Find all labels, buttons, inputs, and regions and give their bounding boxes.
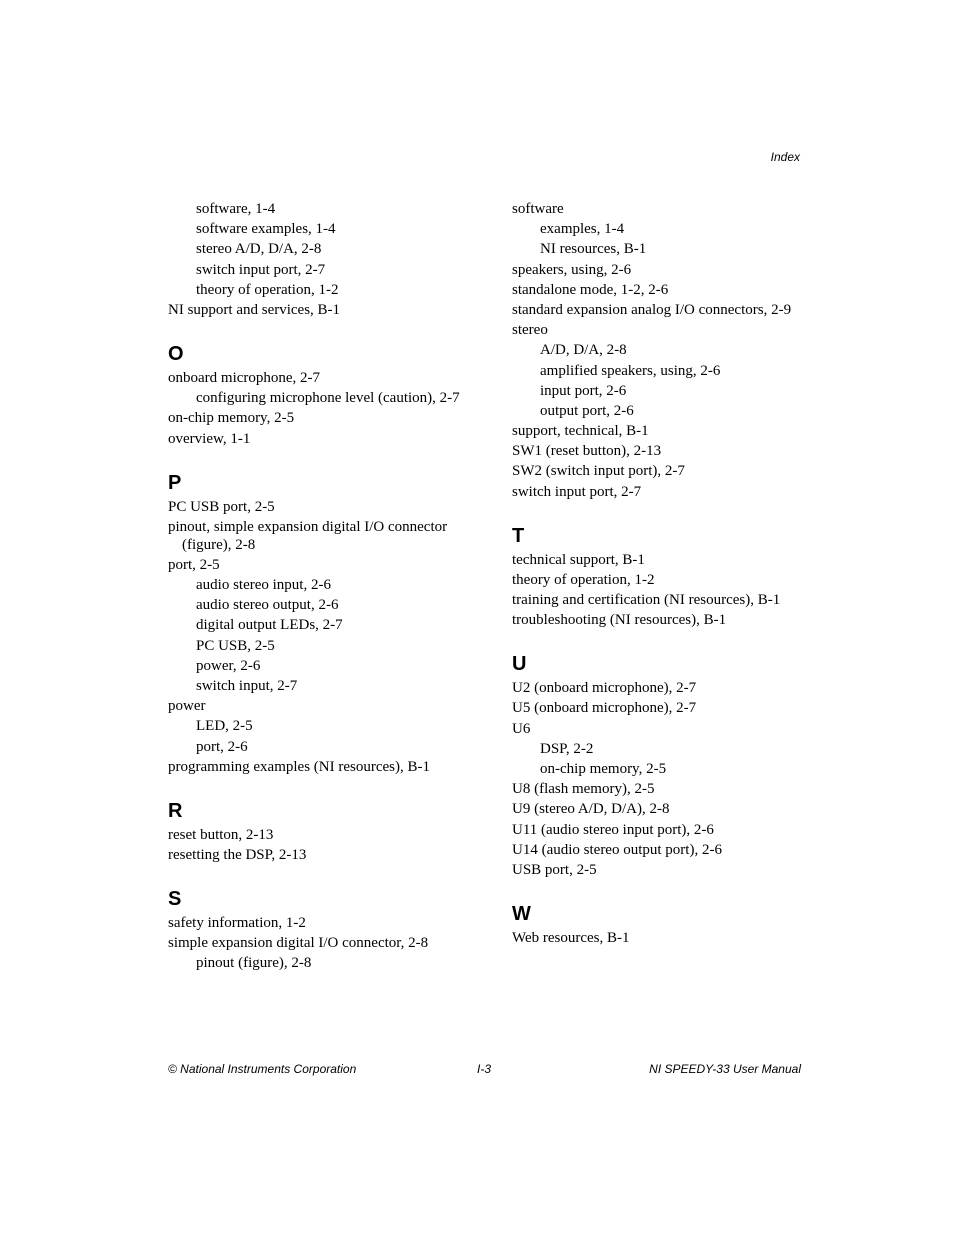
index-entry: U11 (audio stereo input port), 2-6	[512, 821, 714, 838]
index-subentry: software examples, 1-4	[196, 221, 336, 238]
index-entry: U14 (audio stereo output port), 2-6	[512, 841, 722, 858]
index-subentry: switch input port, 2-7	[196, 261, 326, 278]
index-subentry: A/D, D/A, 2-8	[540, 342, 627, 359]
index-subentry: software, 1-4	[196, 201, 276, 217]
index-entry: U9 (stereo A/D, D/A), 2-8	[512, 801, 670, 818]
footer-page-number: I-3	[477, 1062, 492, 1076]
index-entry: U6	[512, 720, 531, 737]
section-letter-o: O	[168, 342, 184, 365]
index-entry: U8 (flash memory), 2-5	[512, 781, 655, 798]
index-entry: software	[512, 201, 564, 217]
index-entry: resetting the DSP, 2-13	[168, 846, 307, 863]
index-subentry: stereo A/D, D/A, 2-8	[196, 241, 322, 258]
index-subentry: digital output LEDs, 2-7	[196, 617, 343, 634]
section-letter-r: R	[168, 799, 183, 822]
index-entry: onboard microphone, 2-7	[168, 369, 321, 386]
index-subentry: NI resources, B-1	[540, 241, 647, 258]
section-letter-p: P	[168, 471, 182, 494]
index-column-left	[168, 200, 468, 975]
section-letter-s: S	[168, 887, 182, 910]
footer-copyright: © National Instruments Corporation	[168, 1062, 357, 1076]
index-subentry: on-chip memory, 2-5	[540, 760, 667, 777]
index-subentry: input port, 2-6	[540, 382, 627, 399]
index-subentry: switch input, 2-7	[196, 678, 298, 694]
index-entry: simple expansion digital I/O connector, 2-8	[168, 935, 429, 952]
index-subentry: port, 2-6	[196, 738, 248, 755]
index-entry: overview, 1-1	[168, 430, 251, 447]
index-entry: programming examples (NI resources), B-1	[168, 758, 431, 775]
index-entry: technical support, B-1	[512, 551, 645, 568]
index-subentry: audio stereo output, 2-6	[196, 597, 339, 614]
index-subentry: LED, 2-5	[196, 718, 253, 735]
index-subentry: PC USB, 2-5	[196, 637, 275, 654]
index-entry: standalone mode, 1-2, 2-6	[512, 281, 669, 298]
page-footer	[168, 1062, 801, 1078]
index-entry: port, 2-5	[168, 556, 220, 573]
index-column-right	[512, 200, 812, 949]
footer-manual-title: NI SPEEDY-33 User Manual	[649, 1062, 801, 1076]
index-subentry: examples, 1-4	[540, 221, 625, 238]
index-subentry: configuring microphone level (caution), 2-7	[196, 390, 460, 407]
index-entry: theory of operation, 1-2	[512, 571, 655, 588]
index-entry: NI support and services, B-1	[168, 301, 341, 318]
index-entry: pinout, simple expansion digital I/O connector (figure), 2-8	[168, 518, 448, 553]
section-letter-u: U	[512, 653, 527, 676]
index-entry: U5 (onboard microphone), 2-7	[512, 700, 697, 717]
running-head: Index	[770, 150, 800, 164]
index-subentry: amplified speakers, using, 2-6	[540, 362, 721, 379]
index-entry: standard expansion analog I/O connectors, 2-9	[512, 301, 792, 318]
index-entry: reset button, 2-13	[168, 826, 274, 843]
index-entry: Web resources, B-1	[512, 929, 630, 946]
index-entry: SW1 (reset button), 2-13	[512, 443, 662, 460]
index-entry: U2 (onboard microphone), 2-7	[512, 680, 697, 697]
index-entry: SW2 (switch input port), 2-7	[512, 463, 685, 480]
index-subentry: audio stereo input, 2-6	[196, 577, 331, 594]
index-entry: power	[168, 698, 206, 715]
index-subentry: DSP, 2-2	[540, 740, 594, 757]
index-subentry: theory of operation, 1-2	[196, 281, 339, 298]
index-entry: stereo	[512, 322, 548, 339]
index-entry: safety information, 1-2	[168, 914, 306, 931]
section-letter-w: W	[512, 902, 531, 925]
section-letter-t: T	[512, 524, 525, 547]
index-subentry: power, 2-6	[196, 657, 261, 674]
index-entry: support, technical, B-1	[512, 423, 649, 440]
index-entry: switch input port, 2-7	[512, 483, 642, 500]
index-entry: speakers, using, 2-6	[512, 261, 632, 278]
index-entry: PC USB port, 2-5	[168, 498, 275, 515]
index-entry: on-chip memory, 2-5	[168, 410, 295, 427]
index-entry: USB port, 2-5	[512, 861, 597, 878]
index-subentry: output port, 2-6	[540, 402, 634, 419]
index-entry: training and certification (NI resources), B-1	[512, 592, 781, 608]
index-subentry: pinout (figure), 2-8	[196, 955, 312, 972]
index-entry: troubleshooting (NI resources), B-1	[512, 612, 727, 629]
